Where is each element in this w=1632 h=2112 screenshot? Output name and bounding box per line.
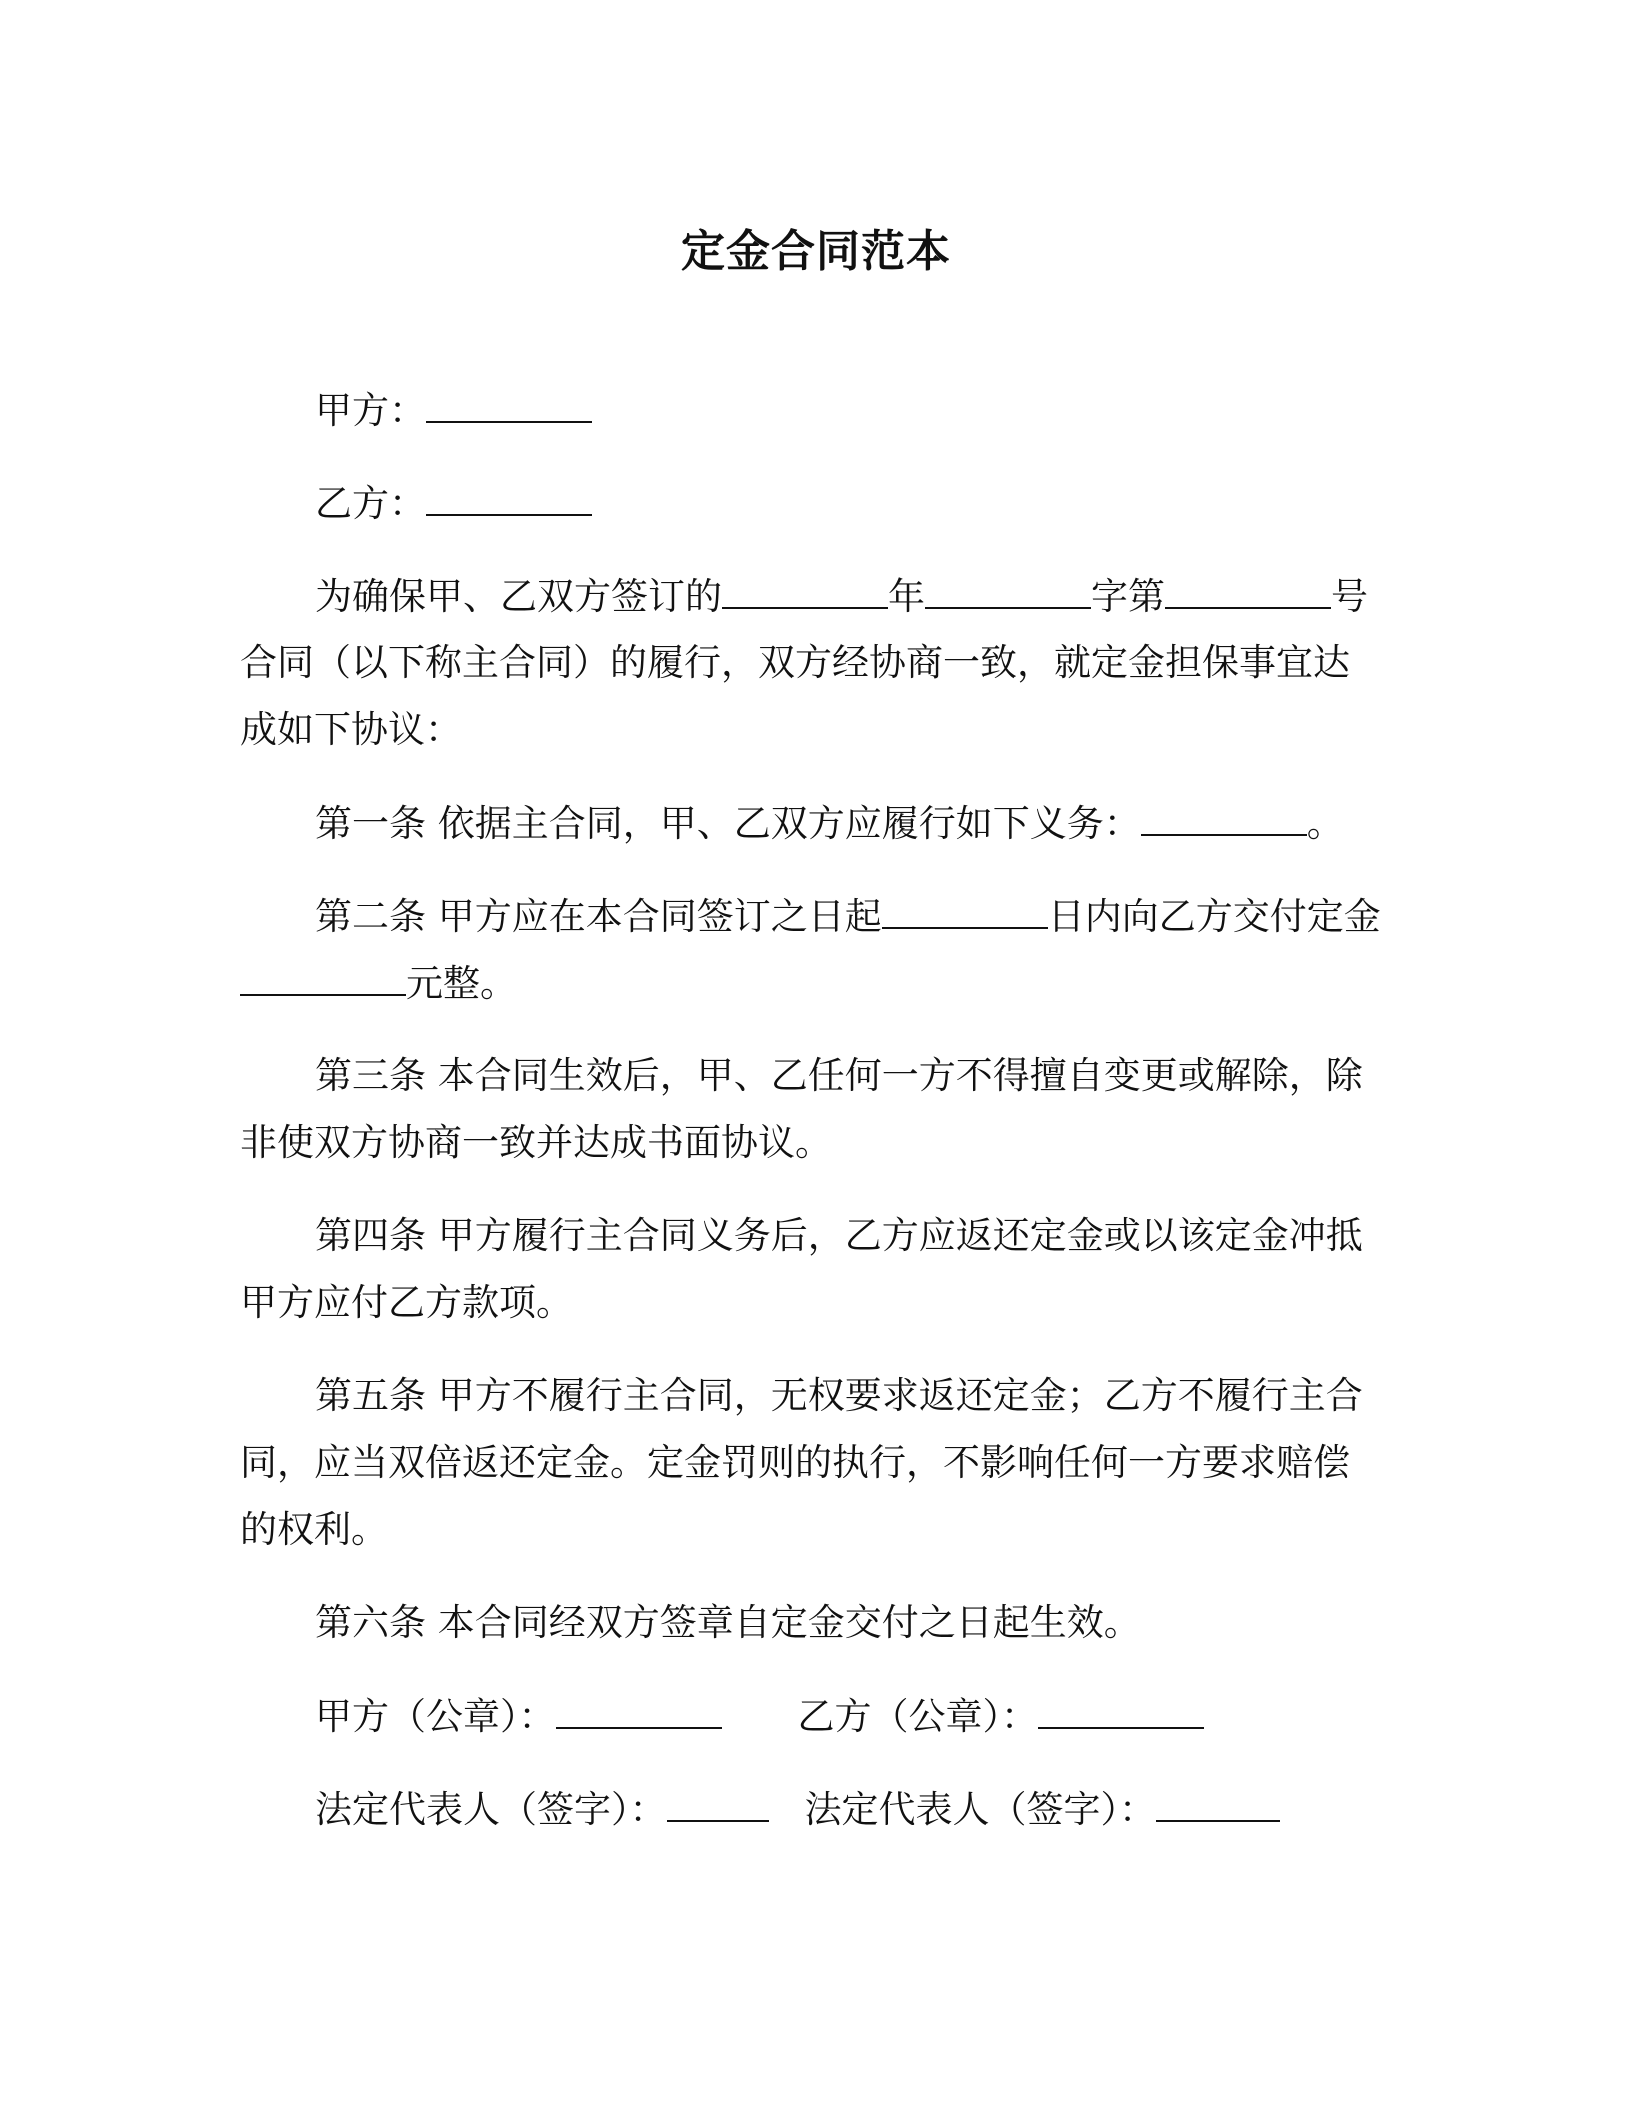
article-5-line-3: 的权利。 — [240, 1508, 388, 1551]
party-b-line — [315, 478, 592, 529]
party-a-line — [315, 385, 592, 436]
preamble-hao-text: 号 — [1331, 575, 1368, 618]
preamble-year-text: 年 — [888, 575, 925, 618]
article-2-line-2 — [240, 958, 517, 1009]
article-3-line-1: 第三条 本合同生效后，甲、乙任何一方不得擅自变更或解除，除 — [315, 1054, 1363, 1097]
preamble-line-2: 合同（以下称主合同）的履行，双方经协商一致，就定金担保事宜达 — [240, 641, 1350, 684]
article-5-line-1: 第五条 甲方不履行主合同，无权要求返还定金；乙方不履行主合 — [315, 1374, 1363, 1417]
obligations-blank — [1141, 798, 1307, 836]
article-2-text: 第二条 甲方应在本合同签订之日起 — [315, 895, 882, 938]
document-title: 定金合同范本 — [681, 226, 951, 277]
preamble-line-1 — [315, 571, 1368, 622]
article-6: 第六条 本合同经双方签章自定金交付之日起生效。 — [315, 1601, 1141, 1644]
contract-year-blank — [722, 571, 888, 609]
article-1-text: 第一条 依据主合同，甲、乙双方应履行如下义务： — [315, 802, 1141, 845]
party-a-label: 甲方： — [315, 389, 426, 432]
article-4-line-2: 甲方应付乙方款项。 — [240, 1281, 573, 1324]
article-1-end: 。 — [1306, 802, 1344, 845]
representative-line — [315, 1784, 1280, 1835]
contract-prefix-blank — [925, 571, 1091, 609]
party-b-rep-blank — [1156, 1784, 1280, 1822]
party-b-blank — [426, 478, 592, 516]
article-5-line-2: 同，应当双倍返还定金。定金罚则的执行，不影响任何一方要求赔偿 — [240, 1441, 1350, 1484]
article-3-line-2: 非使双方协商一致并达成书面协议。 — [240, 1121, 832, 1164]
preamble-text: 为确保甲、乙双方签订的 — [315, 575, 722, 618]
article-1 — [315, 798, 1344, 849]
article-2-line-1 — [315, 891, 1381, 942]
contract-number-blank — [1165, 571, 1331, 609]
party-a-blank — [426, 385, 592, 423]
article-2-text-3: 元整。 — [406, 962, 517, 1005]
party-a-seal-label: 甲方（公章）： — [315, 1695, 556, 1738]
party-b-label: 乙方： — [315, 482, 426, 525]
party-a-rep-label: 法定代表人（签字）： — [315, 1788, 667, 1831]
seal-line — [315, 1691, 1204, 1742]
preamble-no-text: 字第 — [1091, 575, 1165, 618]
party-b-seal-label: 乙方（公章）： — [797, 1695, 1038, 1738]
deposit-amount-blank — [240, 958, 406, 996]
party-a-seal-blank — [556, 1691, 722, 1729]
article-2-text-2: 日内向乙方交付定金 — [1047, 895, 1381, 938]
party-b-seal-blank — [1038, 1691, 1204, 1729]
party-b-rep-label: 法定代表人（签字）： — [804, 1788, 1156, 1831]
days-blank — [882, 891, 1048, 929]
article-4-line-1: 第四条 甲方履行主合同义务后，乙方应返还定金或以该定金冲抵 — [315, 1214, 1363, 1257]
preamble-line-3: 成如下协议： — [240, 708, 462, 751]
party-a-rep-blank — [667, 1784, 769, 1822]
